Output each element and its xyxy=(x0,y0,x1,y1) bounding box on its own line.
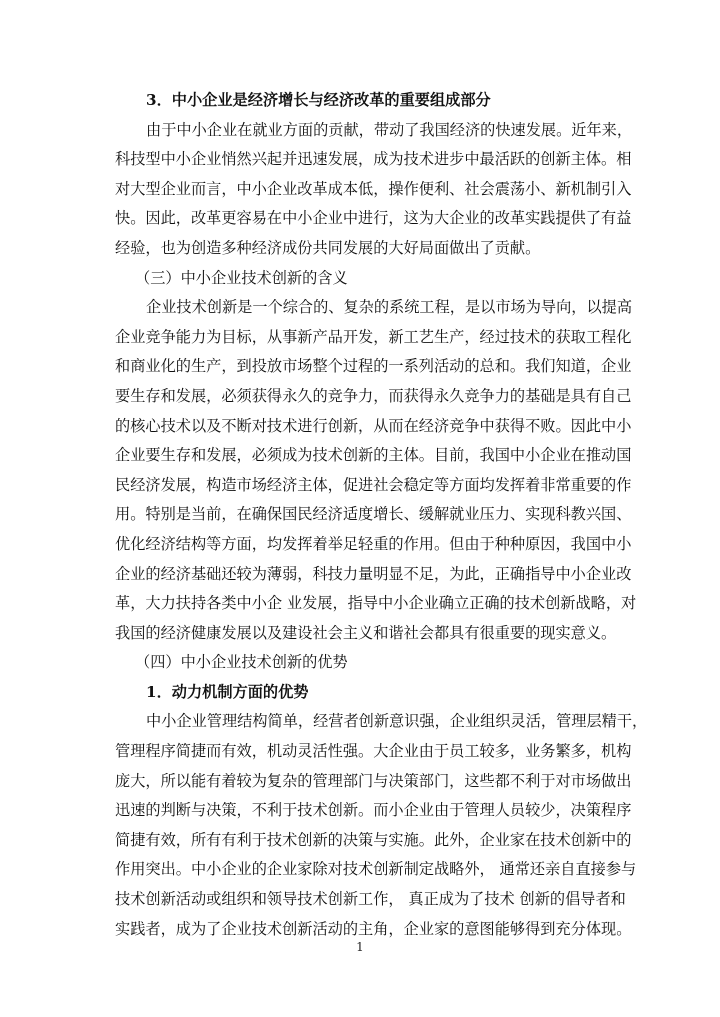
section-heading-3: （三）中小企业技术创新的含义 xyxy=(135,268,348,287)
paragraph-line: 用。特别是当前，在确保国民经济适度增长、缓解就业压力、实现科教兴国、 xyxy=(115,505,632,524)
paragraph-line: 庞大，所以能有着较为复杂的管理部门与决策部门，这些都不利于对市场做出 xyxy=(115,771,632,790)
paragraph-line: 管理程序简捷而有效，机动灵活性强。大企业由于员工较多，业务繁多，机构 xyxy=(115,742,632,761)
paragraph-line: 企业竞争能力为目标，从事新产品开发，新工艺生产，经过技术的获取工程化 xyxy=(115,327,632,346)
paragraph-line: 技术创新活动或组织和领导技术创新工作， 真正成为了技术 创新的倡导者和 xyxy=(115,890,626,909)
page-number: 1 xyxy=(356,940,364,954)
paragraph-line: 迅速的判断与决策，不利于技术创新。而小企业由于管理人员较少，决策程序 xyxy=(115,801,632,820)
paragraph-line: 作用突出。中小企业的企业家除对技术创新制定战略外， 通常还亲自直接参与 xyxy=(115,860,637,879)
paragraph-line: 企业要生存和发展，必须成为技术创新的主体。目前，我国中小企业在推动国 xyxy=(115,446,632,465)
paragraph-line: 优化经济结构等方面，均发挥着举足轻重的作用。但由于种种原因，我国中小 xyxy=(115,534,632,553)
paragraph-line: 民经济发展，构造市场经济主体，促进社会稳定等方面均发挥着非常重要的作 xyxy=(115,475,632,494)
paragraph-line: 科技型中小企业悄然兴起并迅速发展，成为技术进步中最活跃的创新主体。相 xyxy=(115,150,632,169)
paragraph-line: 对大型企业而言，中小企业改革成本低，操作便利、社会震荡小、新机制引入 xyxy=(115,179,632,198)
paragraph-line: 要生存和发展，必须获得永久的竞争力，而获得永久竞争力的基础是具有自己 xyxy=(115,386,632,405)
paragraph-line: 中小企业管理结构简单，经营者创新意识强，企业组织灵活，管理层精干， xyxy=(146,712,648,731)
heading-section-3-point: 3．中小企业是经济增长与经济改革的重要组成部分 xyxy=(146,91,491,109)
paragraph-line: 企业的经济基础还较为薄弱，科技力量明显不足，为此，正确指导中小企业改 xyxy=(115,564,632,583)
paragraph-line: 企业技术创新是一个综合的、复杂的系统工程，是以市场为导向，以提高 xyxy=(146,298,632,317)
section-heading-4: （四）中小企业技术创新的优势 xyxy=(135,653,348,672)
document-body xyxy=(115,86,648,944)
paragraph-line: 革，大力扶持各类中小企 业发展，指导中小企业确立正确的技术创新战略，对 xyxy=(115,594,637,613)
paragraph-line: 由于中小企业在就业方面的贡献，带动了我国经济的快速发展。近年来， xyxy=(146,120,632,139)
paragraph-line: 的核心技术以及不断对技术进行创新，从而在经济竞争中获得不败。因此中小 xyxy=(115,416,632,435)
subheading-1-point: 1．动力机制方面的优势 xyxy=(146,682,309,701)
paragraph-line: 快。因此，改革更容易在中小企业中进行，这为大企业的改革实践提供了有益 xyxy=(115,209,632,228)
paragraph-line: 我国的经济健康发展以及建设社会主义和谐社会都具有很重要的现实意义。 xyxy=(115,623,617,642)
paragraph-line: 简捷有效，所有有利于技术创新的决策与实施。此外，企业家在技术创新中的 xyxy=(115,830,632,849)
paragraph-line: 和商业化的生产，到投放市场整个过程的一系列活动的总和。我们知道，企业 xyxy=(115,357,632,376)
paragraph-line: 经验，也为创造多种经济成份共同发展的大好局面做出了贡献。 xyxy=(115,238,541,257)
paragraph-line: 实践者，成为了企业技术创新活动的主角，企业家的意图能够得到充分体现。 xyxy=(115,919,632,938)
